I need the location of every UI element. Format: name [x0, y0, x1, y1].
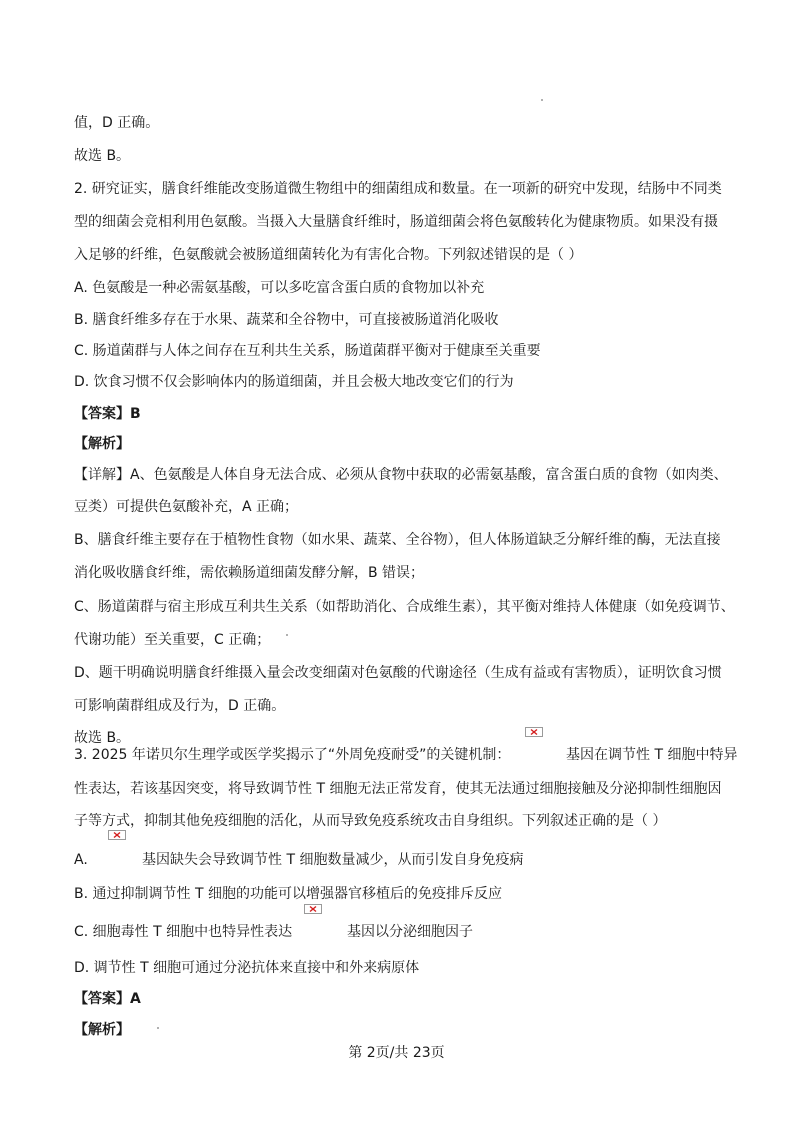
question-2-stem: 2. 研究证实，膳食纤维能改变肠道微生物组中的细菌组成和数量。在一项新的研究中发现，结肠中不同类 [74, 181, 722, 197]
question-3-stem: 性表达，若该基因突变，将导致调节性 T 细胞无法正常发育，使其无法通过细胞接触及分泌抑制性细胞因 [74, 781, 722, 797]
option-a: A. [74, 852, 88, 868]
analysis-text: D、题干明确说明膳食纤维摄入量会改变细菌对色氨酸的代谢途径（生成有益或有害物质），证明饮食习惯 [74, 665, 722, 681]
option-a: A. 色氨酸是一种必需氨基酸，可以多吃富含蛋白质的食物加以补充 [74, 280, 485, 296]
analysis-text: 豆类）可提供色氨酸补充，A 正确； [74, 499, 299, 515]
analysis-text: 消化吸收膳食纤维，需依赖肠道细菌发酵分解，B 错误； [74, 565, 425, 581]
option-b: B. 膳食纤维多存在于水果、蔬菜和全谷物中，可直接被肠道消化吸收 [74, 312, 499, 328]
question-2-stem: 型的细菌会竞相利用色氨酸。当摄入大量膳食纤维时，肠道细菌会将色氨酸转化为健康物质。如果没有摄 [74, 214, 718, 230]
option-b: B. 通过抑制调节性 T 细胞的功能可以增强器官移植后的免疫排斥反应 [74, 886, 502, 902]
text-line: 值，D 正确。 [74, 115, 160, 131]
question-3-stem: 子等方式，抑制其他免疫细胞的活化，从而导致免疫系统攻击自身组织。下列叙述正确的是（ ） [74, 813, 667, 829]
analysis-label: 【解析】 [74, 1022, 130, 1038]
scan-speck [541, 99, 543, 101]
analysis-text: B、膳食纤维主要存在于植物性食物（如水果、蔬菜、全谷物），但人体肠道缺乏分解纤维的酶，无法直接 [74, 532, 721, 548]
question-2-stem: 入足够的纤维，色氨酸就会被肠道细菌转化为有害化合物。下列叙述错误的是（ ） [74, 247, 583, 263]
text-line: 故选 B。 [74, 148, 131, 164]
option-d: D. 饮食习惯不仅会影响体内的肠道细菌，并且会极大地改变它们的行为 [74, 374, 514, 390]
question-3-stem: 3. 2025 年诺贝尔生理学或医学奖揭示了“外周免疫耐受”的关键机制： [74, 747, 511, 763]
analysis-label: 【解析】 [74, 436, 130, 452]
broken-image-icon [525, 727, 543, 737]
option-c: C. 细胞毒性 T 细胞中也特异性表达 [74, 924, 293, 940]
option-c: C. 肠道菌群与人体之间存在互利共生关系，肠道菌群平衡对于健康至关重要 [74, 343, 541, 359]
option-d: D. 调节性 T 细胞可通过分泌抗体来直接中和外来病原体 [74, 960, 420, 976]
scan-speck [157, 1027, 159, 1029]
scan-speck [286, 634, 288, 636]
analysis-text: 可影响菌群组成及行为，D 正确。 [74, 698, 286, 714]
answer-label: 【答案】B [74, 406, 141, 422]
option-a: 基因缺失会导致调节性 T 细胞数量减少，从而引发自身免疫病 [142, 852, 524, 868]
question-3-stem: 基因在调节性 T 细胞中特异 [566, 747, 738, 763]
page-footer: 第 2页/共 23页 [348, 1045, 445, 1061]
broken-image-icon [304, 904, 322, 914]
analysis-text: C、肠道菌群与宿主形成互利共生关系（如帮助消化、合成维生素），其平衡对维持人体健康（如免疫调节、 [74, 599, 735, 615]
answer-label: 【答案】A [74, 991, 141, 1007]
broken-image-icon [108, 830, 126, 840]
text-line: 故选 B。 [74, 730, 131, 746]
analysis-text: 代谢功能）至关重要，C 正确； [74, 632, 271, 648]
option-c: 基因以分泌细胞因子 [347, 924, 473, 940]
analysis-text: 【详解】A、色氨酸是人体自身无法合成、必须从食物中获取的必需氨基酸，富含蛋白质的食物（如肉类、 [74, 467, 728, 483]
